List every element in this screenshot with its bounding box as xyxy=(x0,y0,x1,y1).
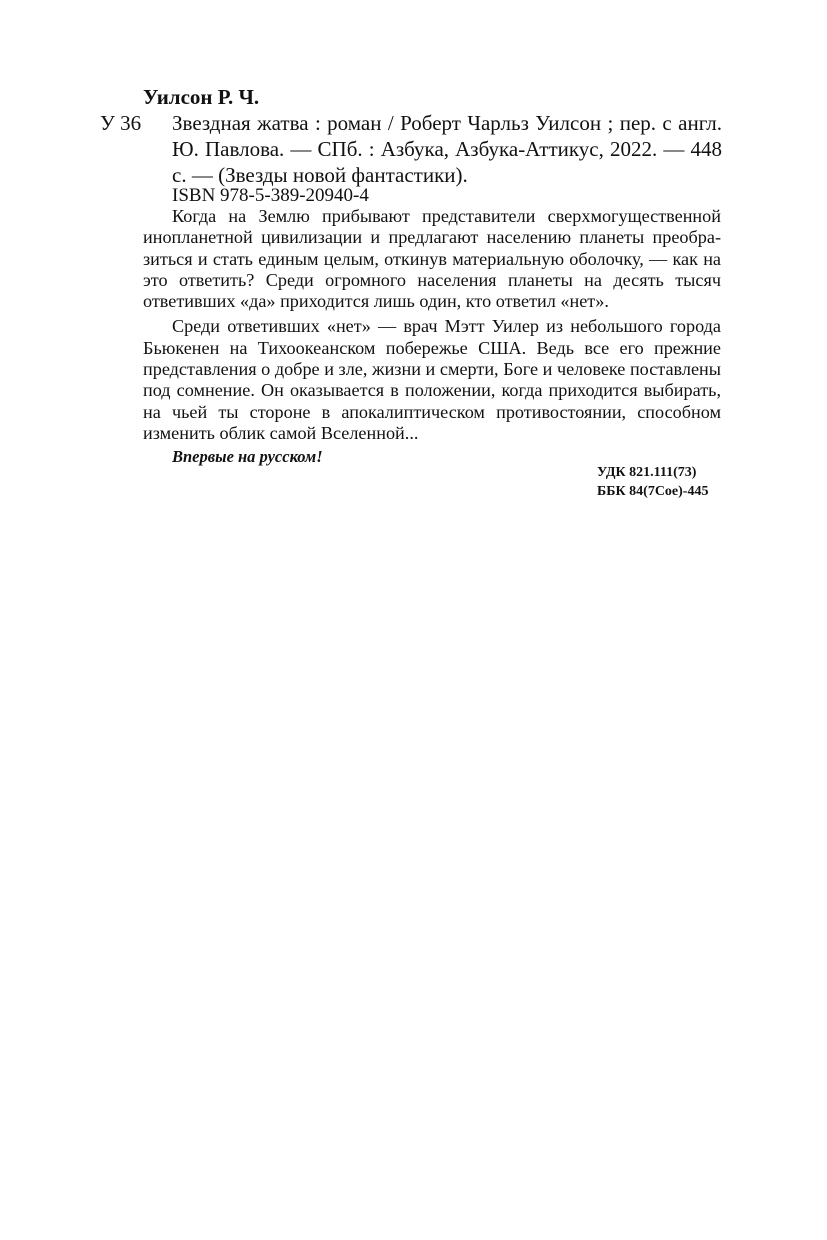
bibliographic-description: Звездная жатва : роман / Роберт Чарльз Уилсон ; пер. с англ. Ю. Павлова. — СПб. : Азбука, Азбука-Аттикус, 2022. — 448 с. — (Звезды новой фантастики). xyxy=(172,111,722,187)
first-edition-note: Впервые на русском! xyxy=(172,447,323,467)
classification-codes xyxy=(597,463,708,501)
annotation-paragraph: Когда на Землю прибывают представители сверхмогущественной инопланетной цивилизации и предлагают населению планеты преобразиться и стать единым целым, откинув материальную оболочку, — как на это ответить? Среди огромного населения планеты на десять тысяч ответивших «да» приходится лишь один, кто ответил «нет». xyxy=(143,206,721,312)
shelf-code: У 36 xyxy=(100,111,142,135)
isbn: ISBN 978-5-389-20940-4 xyxy=(172,185,369,206)
author-heading: Уилсон Р. Ч. xyxy=(143,85,260,109)
udc-code: УДК 821.111(73) xyxy=(597,465,697,480)
annotation xyxy=(143,206,721,467)
annotation-paragraph: Среди ответивших «нет» — врач Мэтт Уилер из небольшого города Бьюкенен на Тихоокеанском побережье США. Ведь все его прежние представления о добре и зле, жизни и смерти, Боге и человеке поставлены под сомнение. Он оказывается в положении, когда приходится выбирать, на чьей ты стороне в апокалиптическом противостоянии, способном изменить облик самой Вселенной... xyxy=(143,316,721,443)
bbk-code: ББК 84(7Сое)-445 xyxy=(597,484,709,499)
